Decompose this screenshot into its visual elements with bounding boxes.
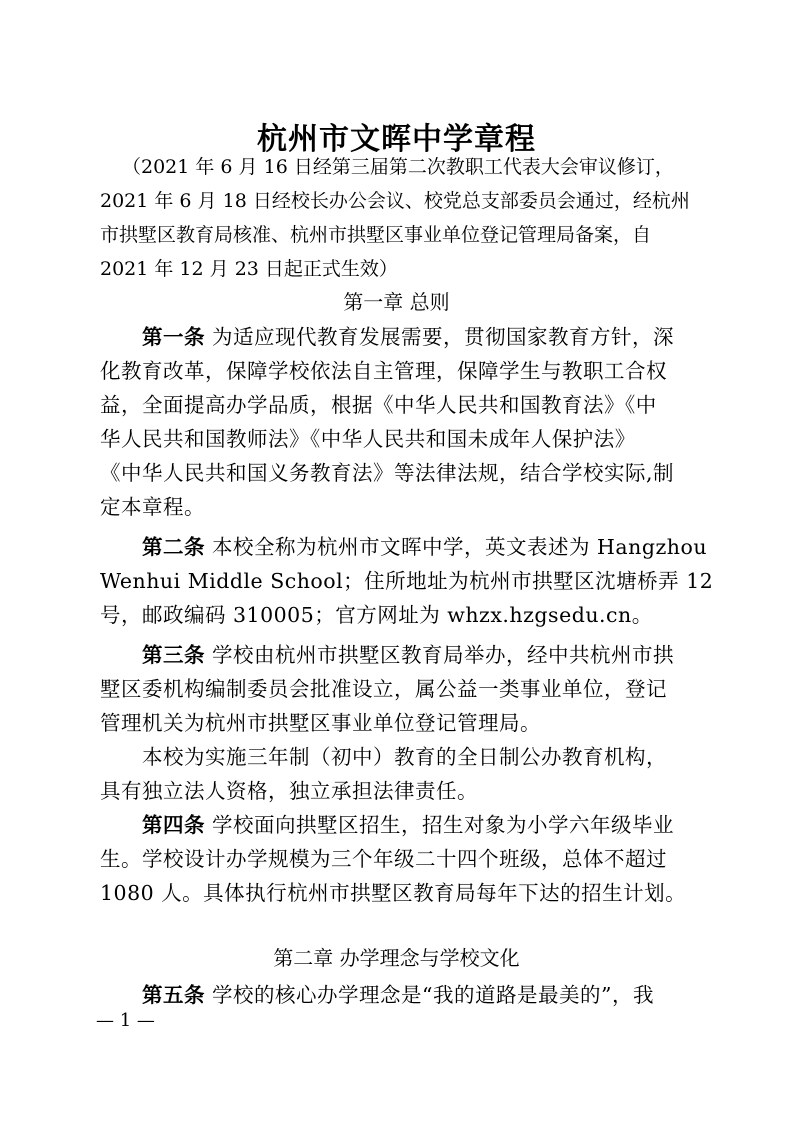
chapter-1-heading: 第一章 总则 bbox=[343, 290, 450, 314]
article-4-line-1 bbox=[142, 808, 674, 838]
article-5-text: 学校的核心办学理念是“我的道路是最美的”，我 bbox=[212, 983, 654, 1007]
chapter-2-heading: 第二章 办学理念与学校文化 bbox=[273, 946, 520, 970]
article-4-line-2: 生。学校设计办学规模为三个年级二十四个班级，总体不超过 bbox=[100, 847, 667, 871]
article-3-label: 第三条 bbox=[142, 643, 205, 667]
article-1-line-1 bbox=[142, 320, 674, 350]
article-4-text: 学校面向拱墅区招生，招生对象为小学六年级毕业 bbox=[212, 813, 675, 837]
article-4-line-3: 1080 人。具体执行杭州市拱墅区教育局每年下达的招生计划。 bbox=[100, 881, 687, 905]
approval-note-line-3: 市拱墅区教育局核准、杭州市拱墅区事业单位登记管理局备案，自 bbox=[100, 224, 652, 246]
article-1-line-2: 化教育改革，保障学校依法自主管理，保障学生与教职工合权 bbox=[100, 359, 667, 383]
approval-note-line-2: 2021 年 6 月 18 日经校长办公会议、校党总支部委员会通过，经杭州 bbox=[100, 190, 690, 212]
article-2-label: 第二条 bbox=[142, 535, 205, 559]
article-3-text: 学校由杭州市拱墅区教育局举办，经中共杭州市拱 bbox=[212, 643, 675, 667]
article-3-line-3: 管理机关为杭州市拱墅区事业单位登记管理局。 bbox=[100, 711, 541, 735]
article-1-line-6: 定本章程。 bbox=[100, 495, 205, 519]
article-3-para-2-line-1: 本校为实施三年制（初中）教育的全日制公办教育机构， bbox=[142, 745, 667, 769]
article-4-label: 第四条 bbox=[142, 813, 205, 837]
article-5-label: 第五条 bbox=[142, 983, 205, 1007]
article-1-line-3: 益，全面提高办学品质，根据《中华人民共和国教育法》《中 bbox=[100, 393, 657, 417]
article-2-line-1 bbox=[142, 530, 707, 560]
page-number: — 1 — bbox=[96, 1010, 155, 1031]
article-1-line-4: 华人民共和国教师法》《中华人民共和国未成年人保护法》 bbox=[100, 427, 636, 451]
article-2-text: 本校全称为杭州市文晖中学，英文表述为 Hangzhou bbox=[212, 535, 708, 559]
article-3-line-1 bbox=[142, 638, 674, 668]
article-3-para-2-line-2: 具有独立法人资格，独立承担法律责任。 bbox=[100, 779, 478, 803]
approval-note-line-1: （2021 年 6 月 16 日经第三届第二次教职工代表大会审议修订， bbox=[122, 156, 674, 178]
article-2-line-3: 号，邮政编码 310005；官方网址为 whzx.hzgsedu.cn。 bbox=[100, 603, 653, 627]
article-1-text: 为适应现代教育发展需要，贯彻国家教育方针，深 bbox=[212, 325, 675, 349]
article-1-label: 第一条 bbox=[142, 325, 205, 349]
document-title: 杭州市文晖中学章程 bbox=[257, 122, 536, 157]
article-2-line-2: Wenhui Middle School；住所地址为杭州市拱墅区沈塘桥弄 12 bbox=[100, 569, 714, 593]
approval-note-line-4: 2021 年 12 月 23 日起正式生效） bbox=[100, 258, 398, 280]
article-3-line-2: 墅区委机构编制委员会批准设立，属公益一类事业单位，登记 bbox=[100, 677, 667, 701]
article-1-line-5: 《中华人民共和国义务教育法》等法律法规，结合学校实际,制 bbox=[100, 461, 675, 485]
article-5-line-1 bbox=[142, 978, 654, 1008]
